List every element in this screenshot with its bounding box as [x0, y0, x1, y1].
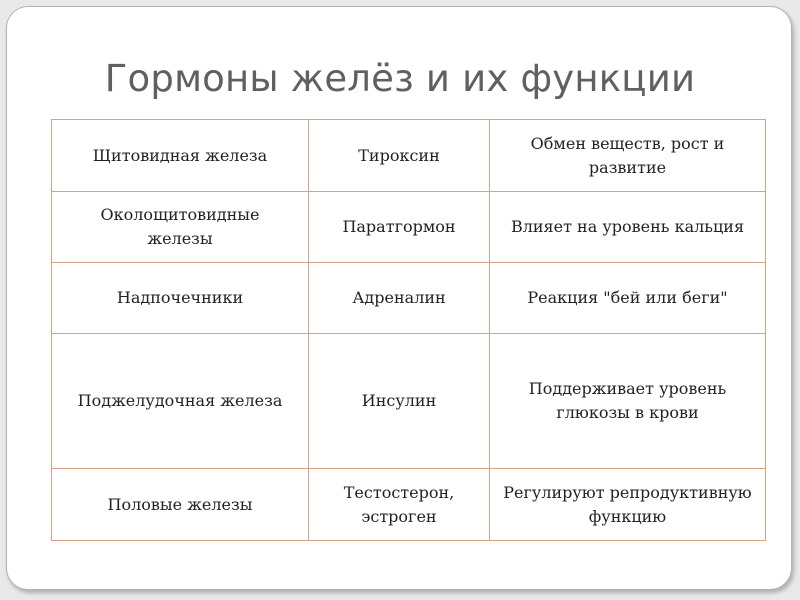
slide: [6, 6, 792, 590]
table-row: [52, 192, 766, 263]
hormone-cell: Паратгормон: [309, 192, 490, 263]
hormones-table: [51, 119, 766, 541]
hormone-cell: Тироксин: [309, 120, 490, 192]
table-row: [52, 469, 766, 541]
function-cell: Влияет на уровень кальция: [490, 192, 766, 263]
gland-cell: Половые железы: [52, 469, 309, 541]
function-cell: Обмен веществ, рост и развитие: [490, 120, 766, 192]
gland-cell: Надпочечники: [52, 263, 309, 334]
gland-cell: Поджелудочная железа: [52, 334, 309, 469]
gland-cell: Щитовидная железа: [52, 120, 309, 192]
table-row: [52, 120, 766, 192]
function-cell: Реакция "бей или беги": [490, 263, 766, 334]
hormone-cell: Адреналин: [309, 263, 490, 334]
hormone-cell: Тестостерон, эстроген: [309, 469, 490, 541]
hormone-cell: Инсулин: [309, 334, 490, 469]
table-row: [52, 334, 766, 469]
slide-title: Гормоны желёз и их функции: [104, 57, 696, 100]
gland-cell: Околощитовидные железы: [52, 192, 309, 263]
function-cell: Регулируют репродуктивную функцию: [490, 469, 766, 541]
function-cell: Поддерживает уровень глюкозы в крови: [490, 334, 766, 469]
table-row: [52, 263, 766, 334]
